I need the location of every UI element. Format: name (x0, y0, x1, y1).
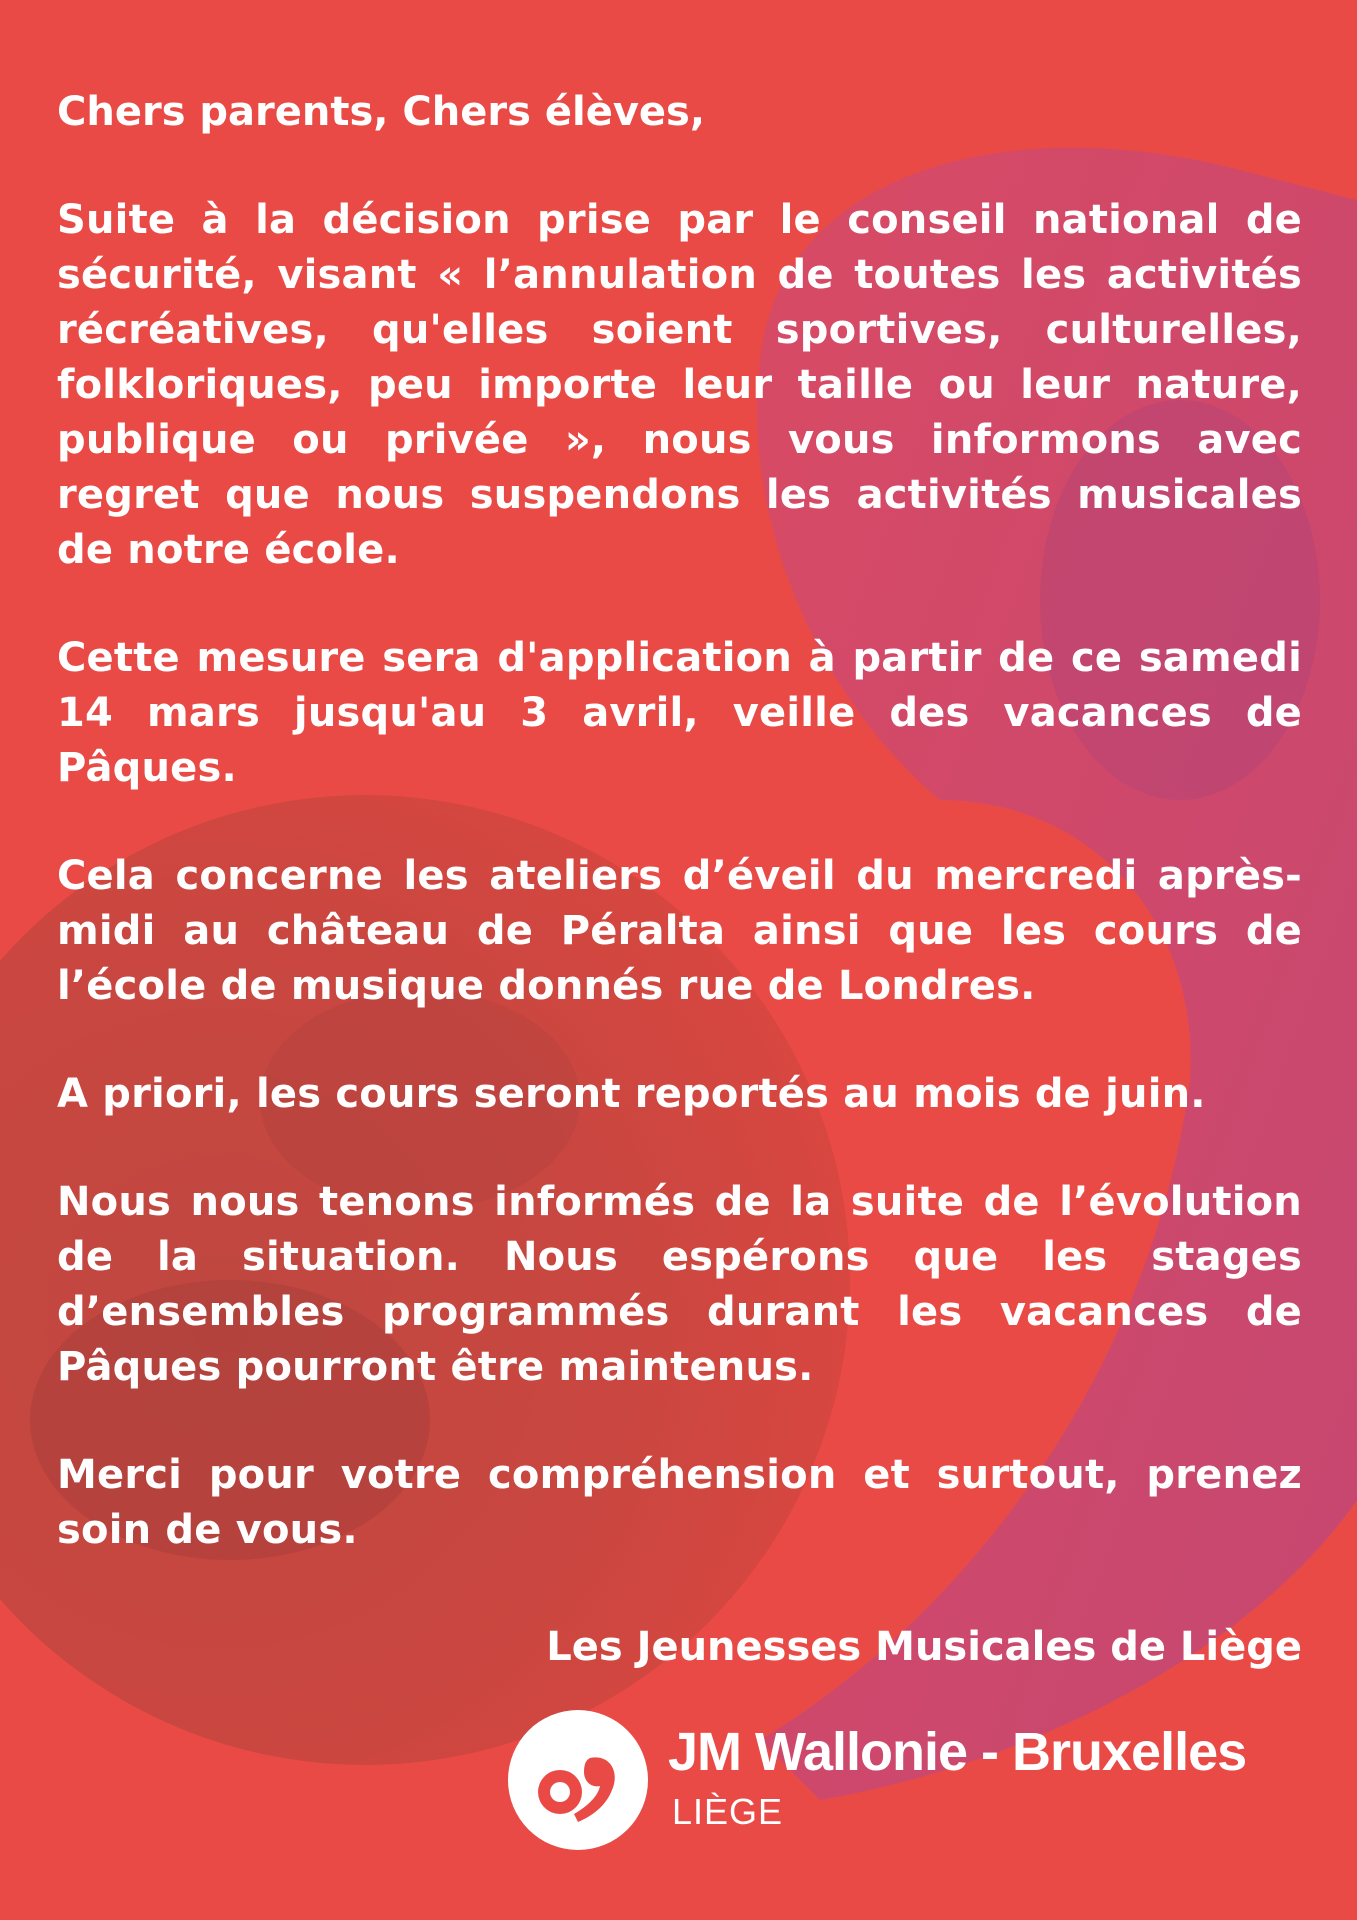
paragraph-scope: Cela concerne les ateliers d’éveil du mercredi après-midi au château de Péralta ainsi que les cours de l’école de musique donnés rue de Londres. (57, 853, 1302, 1009)
letter-body (57, 85, 1302, 1611)
jm-logo (508, 1710, 1308, 1850)
paragraph-suspension: Suite à la décision prise par le conseil national de sécurité, visant « l’annulation de toutes les activités récréatives, qu'elles soient sportives, culturelles, folkloriques, peu importe leur taille ou leur nature, publique ou privée », nous vous informons avec regret que nous suspendons les activités musicales de notre école. (57, 197, 1302, 573)
paragraph-postponed: A priori, les cours seront reportés au mois de juin. (57, 1071, 1206, 1117)
paragraph-dates: Cette mesure sera d'application à partir de ce samedi 14 mars jusqu'au 3 avril, veille des vacances de Pâques. (57, 635, 1302, 791)
logo-name: JM Wallonie - Bruxelles (668, 1722, 1247, 1782)
paragraph-evolution: Nous nous tenons informés de la suite de l’évolution de la situation. Nous espérons que les stages d’ensembles programmés durant les vacances de Pâques pourront être maintenus. (57, 1179, 1302, 1390)
paragraph-thanks: Merci pour votre compréhension et surtout, prenez soin de vous. (57, 1452, 1302, 1553)
greeting: Chers parents, Chers élèves, (57, 89, 706, 135)
signature: Les Jeunesses Musicales de Liège (546, 1624, 1302, 1670)
jm-logo-icon (508, 1710, 648, 1850)
logo-subtitle: LIÈGE (672, 1791, 784, 1832)
